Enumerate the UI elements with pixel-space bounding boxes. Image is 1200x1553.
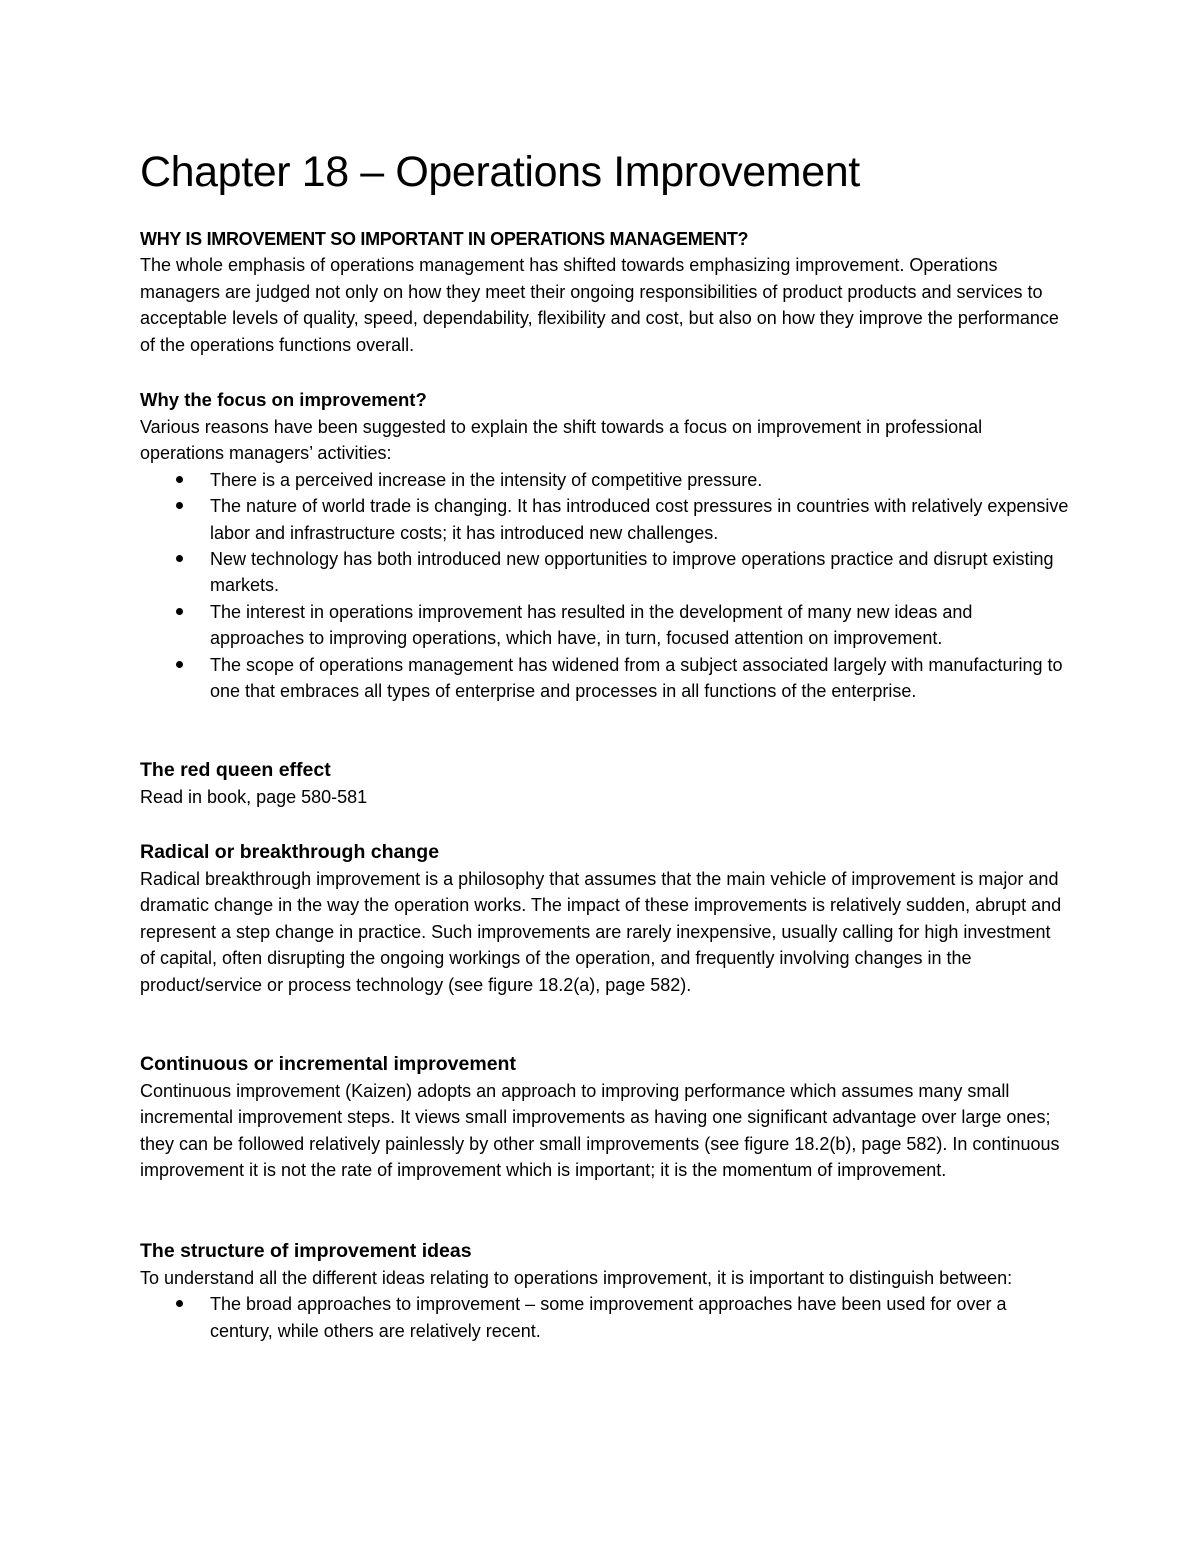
section-why-important [140, 226, 1070, 358]
section-radical-change [140, 838, 1070, 998]
bullet-list [140, 1291, 1070, 1344]
list-item: The nature of world trade is changing. It has introduced cost pressures in countries with relatively expensive labor and infrastructure costs; it has introduced new challenges. [140, 493, 1070, 546]
section-paragraph: Continuous improvement (Kaizen) adopts an approach to improving performance which assumes many small incremental improvement steps. It views small improvements as having one significant advantage over large ones; they can be followed relatively painlessly by other small improvements (see figure 18.2(b), page 582). In continuous improvement it is not the rate of improvement which is important; it is the momentum of improvement. [140, 1081, 1060, 1181]
section-paragraph: Radical breakthrough improvement is a philosophy that assumes that the main vehicle of improvement is major and dramatic change in the way the operation works. The impact of these improvements is relatively sudden, abrupt and represent a step change in practice. Such improvements are rarely inexpensive, usually calling for high investment of capital, often disrupting the ongoing workings of the operation, and frequently involving changes in the product/service or process technology (see figure 18.2(a), page 582). [140, 869, 1062, 995]
list-item: The scope of operations management has widened from a subject associated largely with manufacturing to one that embraces all types of enterprise and processes in all functions of the enterprise. [140, 652, 1070, 705]
section-heading: Radical or breakthrough change [140, 841, 440, 863]
bullet-icon [176, 502, 183, 509]
bullet-icon [176, 608, 183, 615]
section-structure-of-ideas [140, 1237, 1070, 1344]
chapter-title: Chapter 18 – Operations Improvement [140, 148, 860, 196]
section-heading: WHY IS IMROVEMENT SO IMPORTANT IN OPERATIONS MANAGEMENT? [140, 229, 749, 249]
bullet-icon [176, 476, 183, 483]
bullet-icon [176, 661, 183, 668]
section-heading: Continuous or incremental improvement [140, 1053, 516, 1075]
list-item: The interest in operations improvement has resulted in the development of many new ideas and approaches to improving operations, which have, in turn, focused attention on improvement. [140, 599, 1070, 652]
section-heading: The structure of improvement ideas [140, 1240, 472, 1262]
section-red-queen [140, 756, 1070, 810]
section-heading: Why the focus on improvement? [140, 389, 427, 410]
bullet-list [140, 467, 1070, 705]
bullet-icon [176, 1300, 183, 1307]
section-focus-on-improvement [140, 386, 1070, 704]
section-continuous-improvement [140, 1050, 1070, 1184]
list-item: There is a perceived increase in the intensity of competitive pressure. [140, 467, 1070, 493]
list-item: The broad approaches to improvement – some improvement approaches have been used for over a century, while others are relatively recent. [140, 1291, 1070, 1344]
section-paragraph: The whole emphasis of operations management has shifted towards emphasizing improvement. Operations managers are judged not only on how they meet their ongoing responsibilities of product products and services to acceptable levels of quality, speed, dependability, flexibility and cost, but also on how they improve the performance of the operations functions overall. [140, 255, 1059, 355]
section-paragraph: Various reasons have been suggested to explain the shift towards a focus on improvement in professional operations managers’ activities: [140, 417, 983, 464]
list-item: New technology has both introduced new opportunities to improve operations practice and disrupt existing markets. [140, 546, 1070, 599]
section-paragraph: Read in book, page 580-581 [140, 787, 368, 807]
section-heading: The red queen effect [140, 759, 331, 781]
section-paragraph: To understand all the different ideas relating to operations improvement, it is important to distinguish between: [140, 1268, 1013, 1288]
bullet-icon [176, 555, 183, 562]
